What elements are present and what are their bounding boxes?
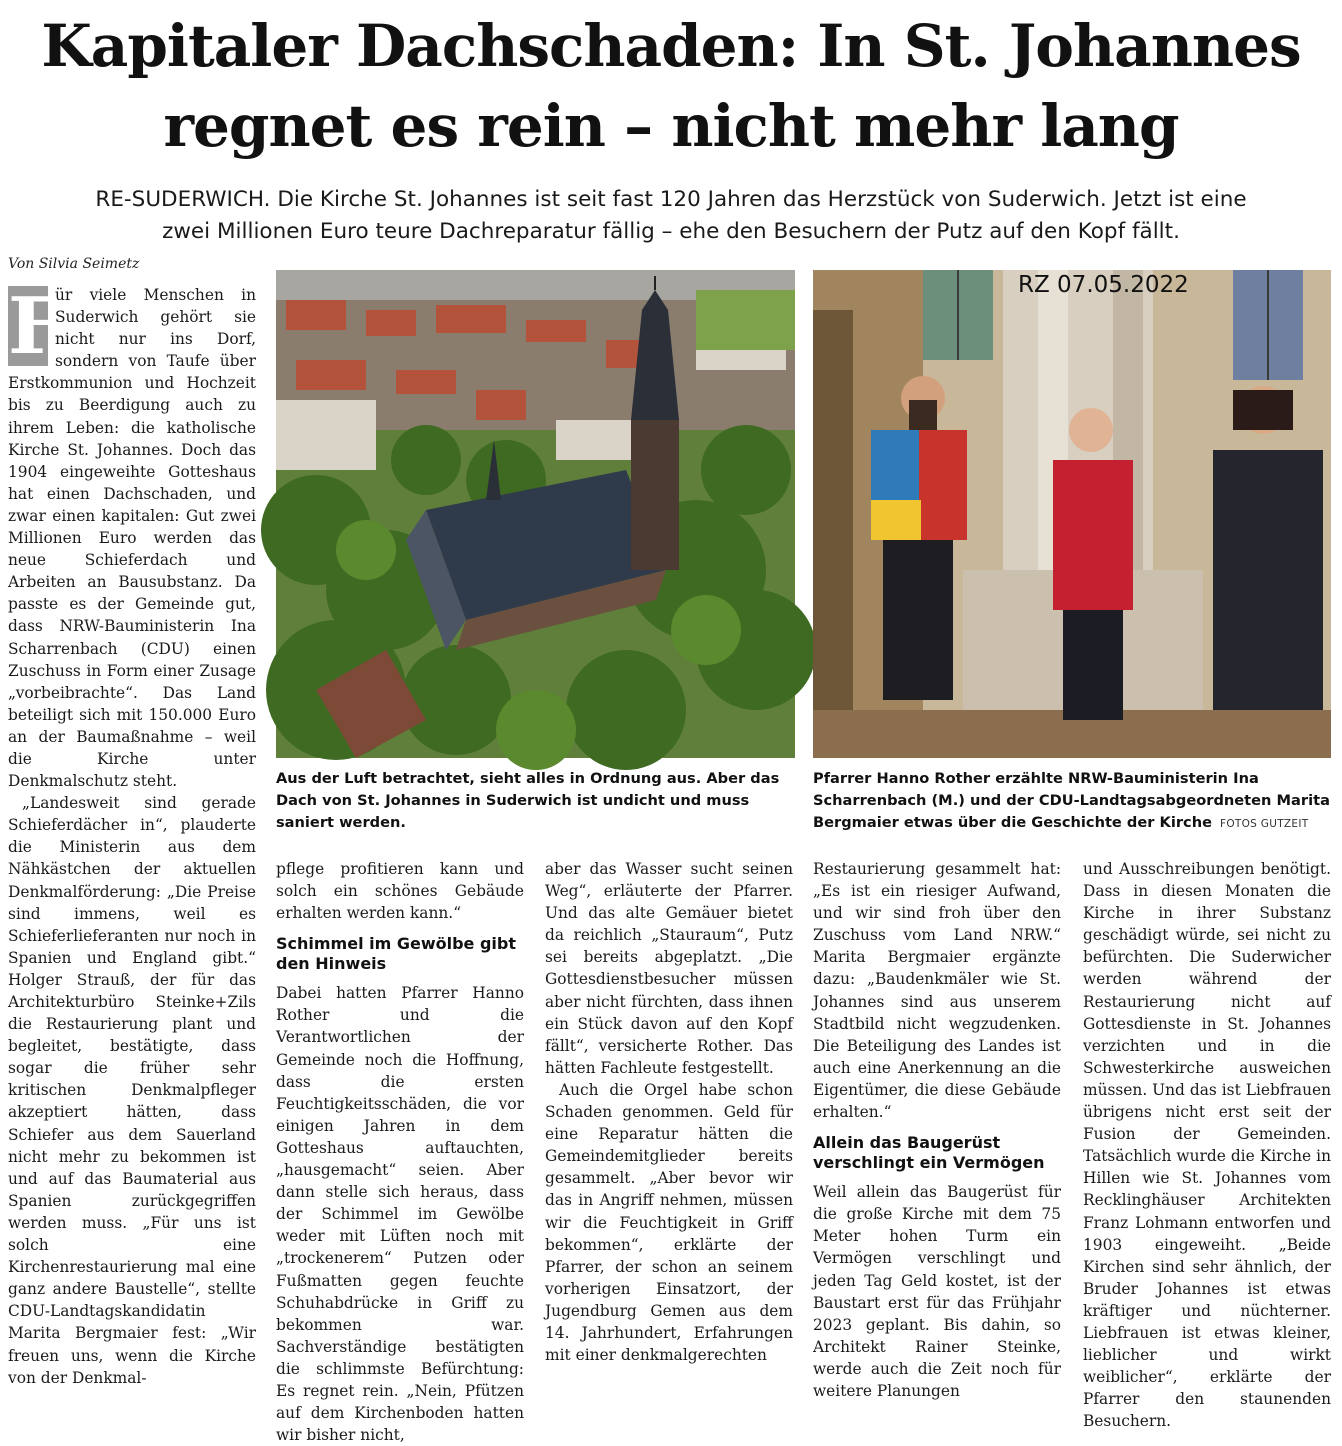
teaser-line-2: zwei Millionen Euro teure Dachreparatur fällig – ehe den Besuchern der Putz auf den Kopf fällt.	[162, 219, 1180, 244]
article-column-5	[1083, 858, 1331, 1432]
paragraph: Dabei hatten Pfarrer Hanno Rother und die Verantwortlichen der Gemeinde noch die Hoffnung, dass die ersten Feuchtigkeitsschäden, die vor einigen Jahren in dem Gotteshaus auftauchten, „hausgemacht“ seien. Aber dann stelle sich heraus, dass der Schimmel im Gewölbe weder mit Lüften noch mit „trockenerem“ Putzen oder Fußmatten gegen feuchte Schuhabdrücke in Griff zu bekommen war. Sachverständige bestätigten die schlimmste Befürchtung: Es regnet rein. „Nein, Pfützen auf dem Kirchenboden hatten wir bisher nicht,	[276, 984, 524, 1445]
headline-line-1: Kapitaler Dachschaden: In St. Johannes	[41, 12, 1301, 80]
subheading: Schimmel im Gewölbe gibt den Hinweis	[276, 934, 517, 974]
paragraph: Weil allein das Baugerüst für die große Kirche mit dem 75 Meter hohen Turm ein Vermögen verschlingt und jeden Tag Geld kostet, ist der Baustart erst für das Frühjahr 2023 geplant. Bis dahin, so Architekt Rainer Steinke, werde auch die Zeit noch für weitere Planungen	[813, 1183, 1061, 1400]
date-stamp: RZ 07.05.2022	[1018, 272, 1189, 298]
byline: Von Silvia Seimetz	[8, 256, 140, 272]
paragraph: Auch die Orgel habe schon Schaden genommen. Geld für eine Reparatur hätten die Gemeindemitglieder bereits gesammelt. „Aber bevor wir das in Angriff nehmen, müssen wir die Feuchtigkeit in Griff bekommen“, erklärte der Pfarrer, der schon an seinem vorherigen Einsatzort, der Jugendburg Gemen aus dem 14. Jahrhundert, Erfahrungen mit einer denkmalgerechten	[545, 1080, 793, 1365]
paragraph: „Landesweit sind gerade Schieferdächer in“, plauderte die Ministerin aus dem Nähkästchen der aktuellen Denkmalförderung: „Die Preise sind immens, weil es Schieferlieferanten nur noch in Spanien und England gibt.“ Holger Strauß, der für das Architekturbüro Steinke+Zils die Restaurierung plant und begleitet, bestätigte, dass sogar die früher sehr kritischen Denkmalpfleger akzeptiert hätten, dass Schiefer aus dem Sauerland nicht mehr zu bekommen ist und auf das Baumaterial aus Spanien zurückgegriffen werden muss. „Für uns ist solch eine Kirchenrestaurierung mal eine ganz andere Baustelle“, stellte CDU-Landtagskandidatin Marita Bergmaier fest: „Wir freuen uns, wenn die Kirche von der Denkmal-	[8, 794, 256, 1387]
teaser-line-1: RE-SUDERWICH. Die Kirche St. Johannes ist seit fast 120 Jahren das Herzstück von Suderwich. Jetzt ist eine	[95, 187, 1247, 212]
paragraph: pflege profitieren kann und solch ein schönes Gebäude erhalten werden kann.“	[276, 860, 524, 923]
teaser	[0, 184, 1342, 248]
photo-credit: FOTOS GUTZEIT	[1219, 818, 1309, 830]
drop-cap: F	[8, 281, 64, 372]
aerial-photo-caption: Aus der Luft betrachtet, sieht alles in Ordnung aus. Aber das Dach von St. Johannes in Suderwich ist undicht und muss saniert werden.	[276, 770, 780, 831]
headline	[0, 6, 1342, 166]
article-column-1	[8, 281, 256, 1389]
article-column-3	[545, 858, 793, 1366]
church-interior-photo	[813, 270, 1331, 758]
headline-line-2: regnet es rein – nicht mehr lang	[163, 92, 1179, 160]
interior-photo-caption: Pfarrer Hanno Rother erzählte NRW-Bauministerin Ina Scharrenbach (M.) und der CDU-Landtagsabgeordneten Marita Bergmaier etwas über die Geschichte der Kirche FOTOS GUTZEIT	[813, 770, 1330, 831]
paragraph: aber das Wasser sucht seinen Weg“, erläuterte der Pfarrer. Und das alte Gemäuer bietet da reichlich „Stauraum“, Putz sei bereits abgeplatzt. „Die Gottesdienstbesucher müssen aber nicht fürchten, dass ihnen ein Stück davon auf den Kopf fällt“, versicherte Rother. Das hätten Fachleute festgestellt.	[545, 860, 793, 1077]
article-column-2	[276, 858, 524, 1446]
aerial-church-photo	[276, 270, 795, 758]
paragraph: F ür viele Menschen in Suderwich gehört sie nicht nur ins Dorf, sondern von Taufe über Erstkommunion und Hochzeit bis zu Beerdigung auch zu ihrem Leben: die katholische Kirche St. Johannes. Doch das 1904 eingeweihte Gotteshaus hat einen Dachschaden, und zwar einen kapitalen: Gut zwei Millionen Euro werden das neue Schieferdach und Arbeiten an Bausubstanz. Da passte es der Gemeinde gut, dass NRW-Bauministerin Ina Scharrenbach (CDU) einen Zuschuss in Form einer Zusage „vorbeibrachte“. Das Land beteiligt sich mit 150.000 Euro an der Baumaßnahme – weil die Kirche unter Denkmalschutz steht.	[8, 281, 256, 791]
article-column-4	[813, 858, 1061, 1402]
paragraph: und Ausschreibungen benötigt. Dass in diesen Monaten die Kirche in ihrer Substanz geschädigt würde, sei nicht zu befürchten. Die Suderwicher werden während der Restaurierung nicht auf Gottesdienste in St. Johannes verzichten und in die Schwesterkirche ausweichen müssen. Und das ist Liebfrauen übrigens nicht erst seit der Fusion der Gemeinden. Tatsächlich wurde die Kirche in Hillen wie St. Johannes vom Recklinghäuser Architekten Franz Lohmann entworfen und 1903 eingeweiht. „Beide Kirchen sind sehr ähnlich, der Bruder Johannes ist etwas kräftiger und nüchterner. Liebfrauen ist etwas kleiner, lieblicher und wirkt weiblicher“, erklärte der Pfarrer den staunenden Besuchern.	[1083, 860, 1331, 1431]
paragraph: Restaurierung gesammelt hat: „Es ist ein riesiger Aufwand, und wir sind froh über den Zuschuss vom Land NRW.“ Marita Bergmaier ergänzte dazu: „Baudenkmäler wie St. Johannes sind aus unserem Stadtbild nicht wegzudenken. Die Beteiligung des Landes ist auch eine Anerkennung an die Eigentümer, die diese Gebäude erhalten.“	[813, 860, 1061, 1122]
subheading: Allein das Baugerüst verschlingt ein Vermögen	[813, 1133, 1045, 1173]
